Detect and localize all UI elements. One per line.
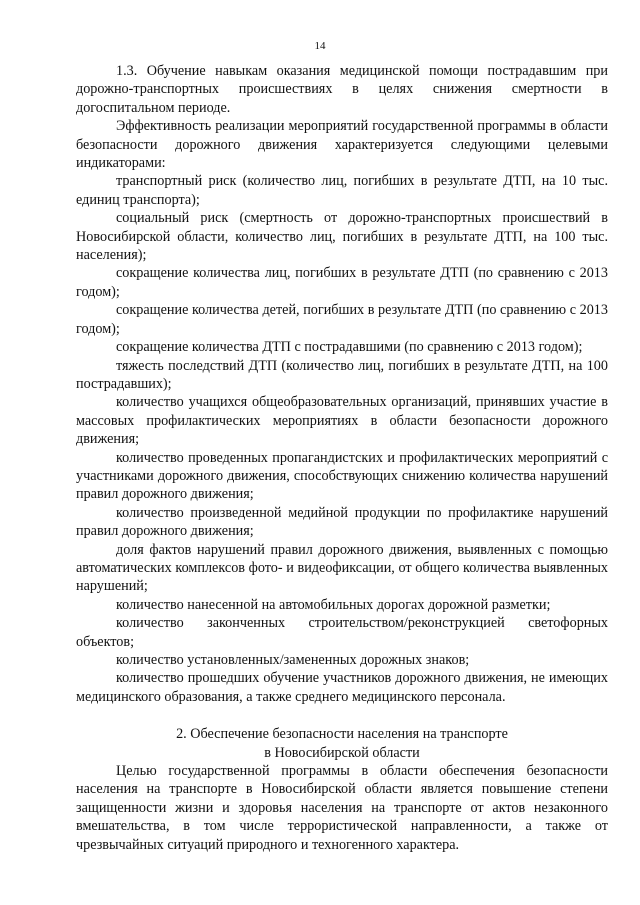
paragraph-effectiveness-intro: Эффективность реализации мероприятий государственной программы в области безопасности дорожного движения характеризуется следующими целевыми индикаторами: bbox=[76, 118, 608, 172]
indicator-auto-fixation-share: доля фактов нарушений правил дорожного движения, выявленных с помощью автоматических комплексов фото- и видеофиксации, от общего количества выявленных нарушений; bbox=[76, 541, 608, 595]
indicator-child-deaths-reduction: сокращение количества детей, погибших в результате ДТП (по сравнению с 2013 годом); bbox=[76, 302, 608, 337]
indicator-first-aid-training: количество прошедших обучение участников дорожного движения, не имеющих медицинского образования, а также среднего медицинского персонала. bbox=[76, 670, 608, 705]
section-heading bbox=[76, 725, 608, 762]
indicator-social-risk: социальный риск (смертность от дорожно-транспортных происшествий в Новосибирской области, количество лиц, погибших в результате ДТП, на 100 тыс. населения); bbox=[76, 210, 608, 264]
section-intro-paragraph: Целью государственной программы в области обеспечения безопасности населения на транспорте в Новосибирской области является повышение степени защищенности жизни и здоровья населения на транспорте от актов незаконного вмешательства, в том числе террористической направленности, а также от чрезвычайных ситуаций природного и техногенного характера. bbox=[76, 763, 608, 853]
indicator-road-marking: количество нанесенной на автомобильных дорогах дорожной разметки; bbox=[116, 596, 551, 613]
paragraph-training-first-aid: 1.3. Обучение навыкам оказания медицинской помощи пострадавшим при дорожно-транспортных происшествиях в целях снижения смертности в догоспитальном периоде. bbox=[76, 63, 608, 116]
indicator-media-products: количество произведенной медийной продукции по профилактике нарушений правил дорожного движения; bbox=[76, 504, 608, 540]
indicator-deaths-reduction: сокращение количества лиц, погибших в результате ДТП (по сравнению с 2013 годом); bbox=[76, 265, 608, 300]
section-heading-line-2: в Новосибирской области bbox=[264, 744, 420, 761]
indicator-road-signs: количество установленных/замененных дорожных знаков; bbox=[116, 652, 470, 668]
indicator-severity: тяжесть последствий ДТП (количество лиц, погибших в результате ДТП, на 100 пострадавших); bbox=[76, 357, 608, 392]
indicator-transport-risk: транспортный риск (количество лиц, погибших в результате ДТП, на 10 тыс. единиц транспорта); bbox=[76, 173, 608, 208]
page-number: 14 bbox=[314, 40, 326, 52]
indicator-traffic-lights: количество законченных строительством/реконструкцией светофорных объектов; bbox=[76, 615, 608, 650]
document-body bbox=[76, 62, 608, 854]
indicator-propaganda-events: количество проведенных пропагандистских и профилактических мероприятий с участниками дорожного движения, способствующих снижению количества нарушений правил дорожного движения; bbox=[76, 449, 608, 503]
indicator-accidents-with-injured: сокращение количества ДТП с пострадавшими (по сравнению с 2013 годом); bbox=[116, 339, 583, 356]
indicator-students-participation: количество учащихся общеобразовательных организаций, принявших участие в массовых профилактических мероприятиях в области безопасности дорожного движения; bbox=[76, 394, 608, 448]
section-heading-line-1: 2. Обеспечение безопасности населения на транспорте bbox=[176, 726, 508, 743]
